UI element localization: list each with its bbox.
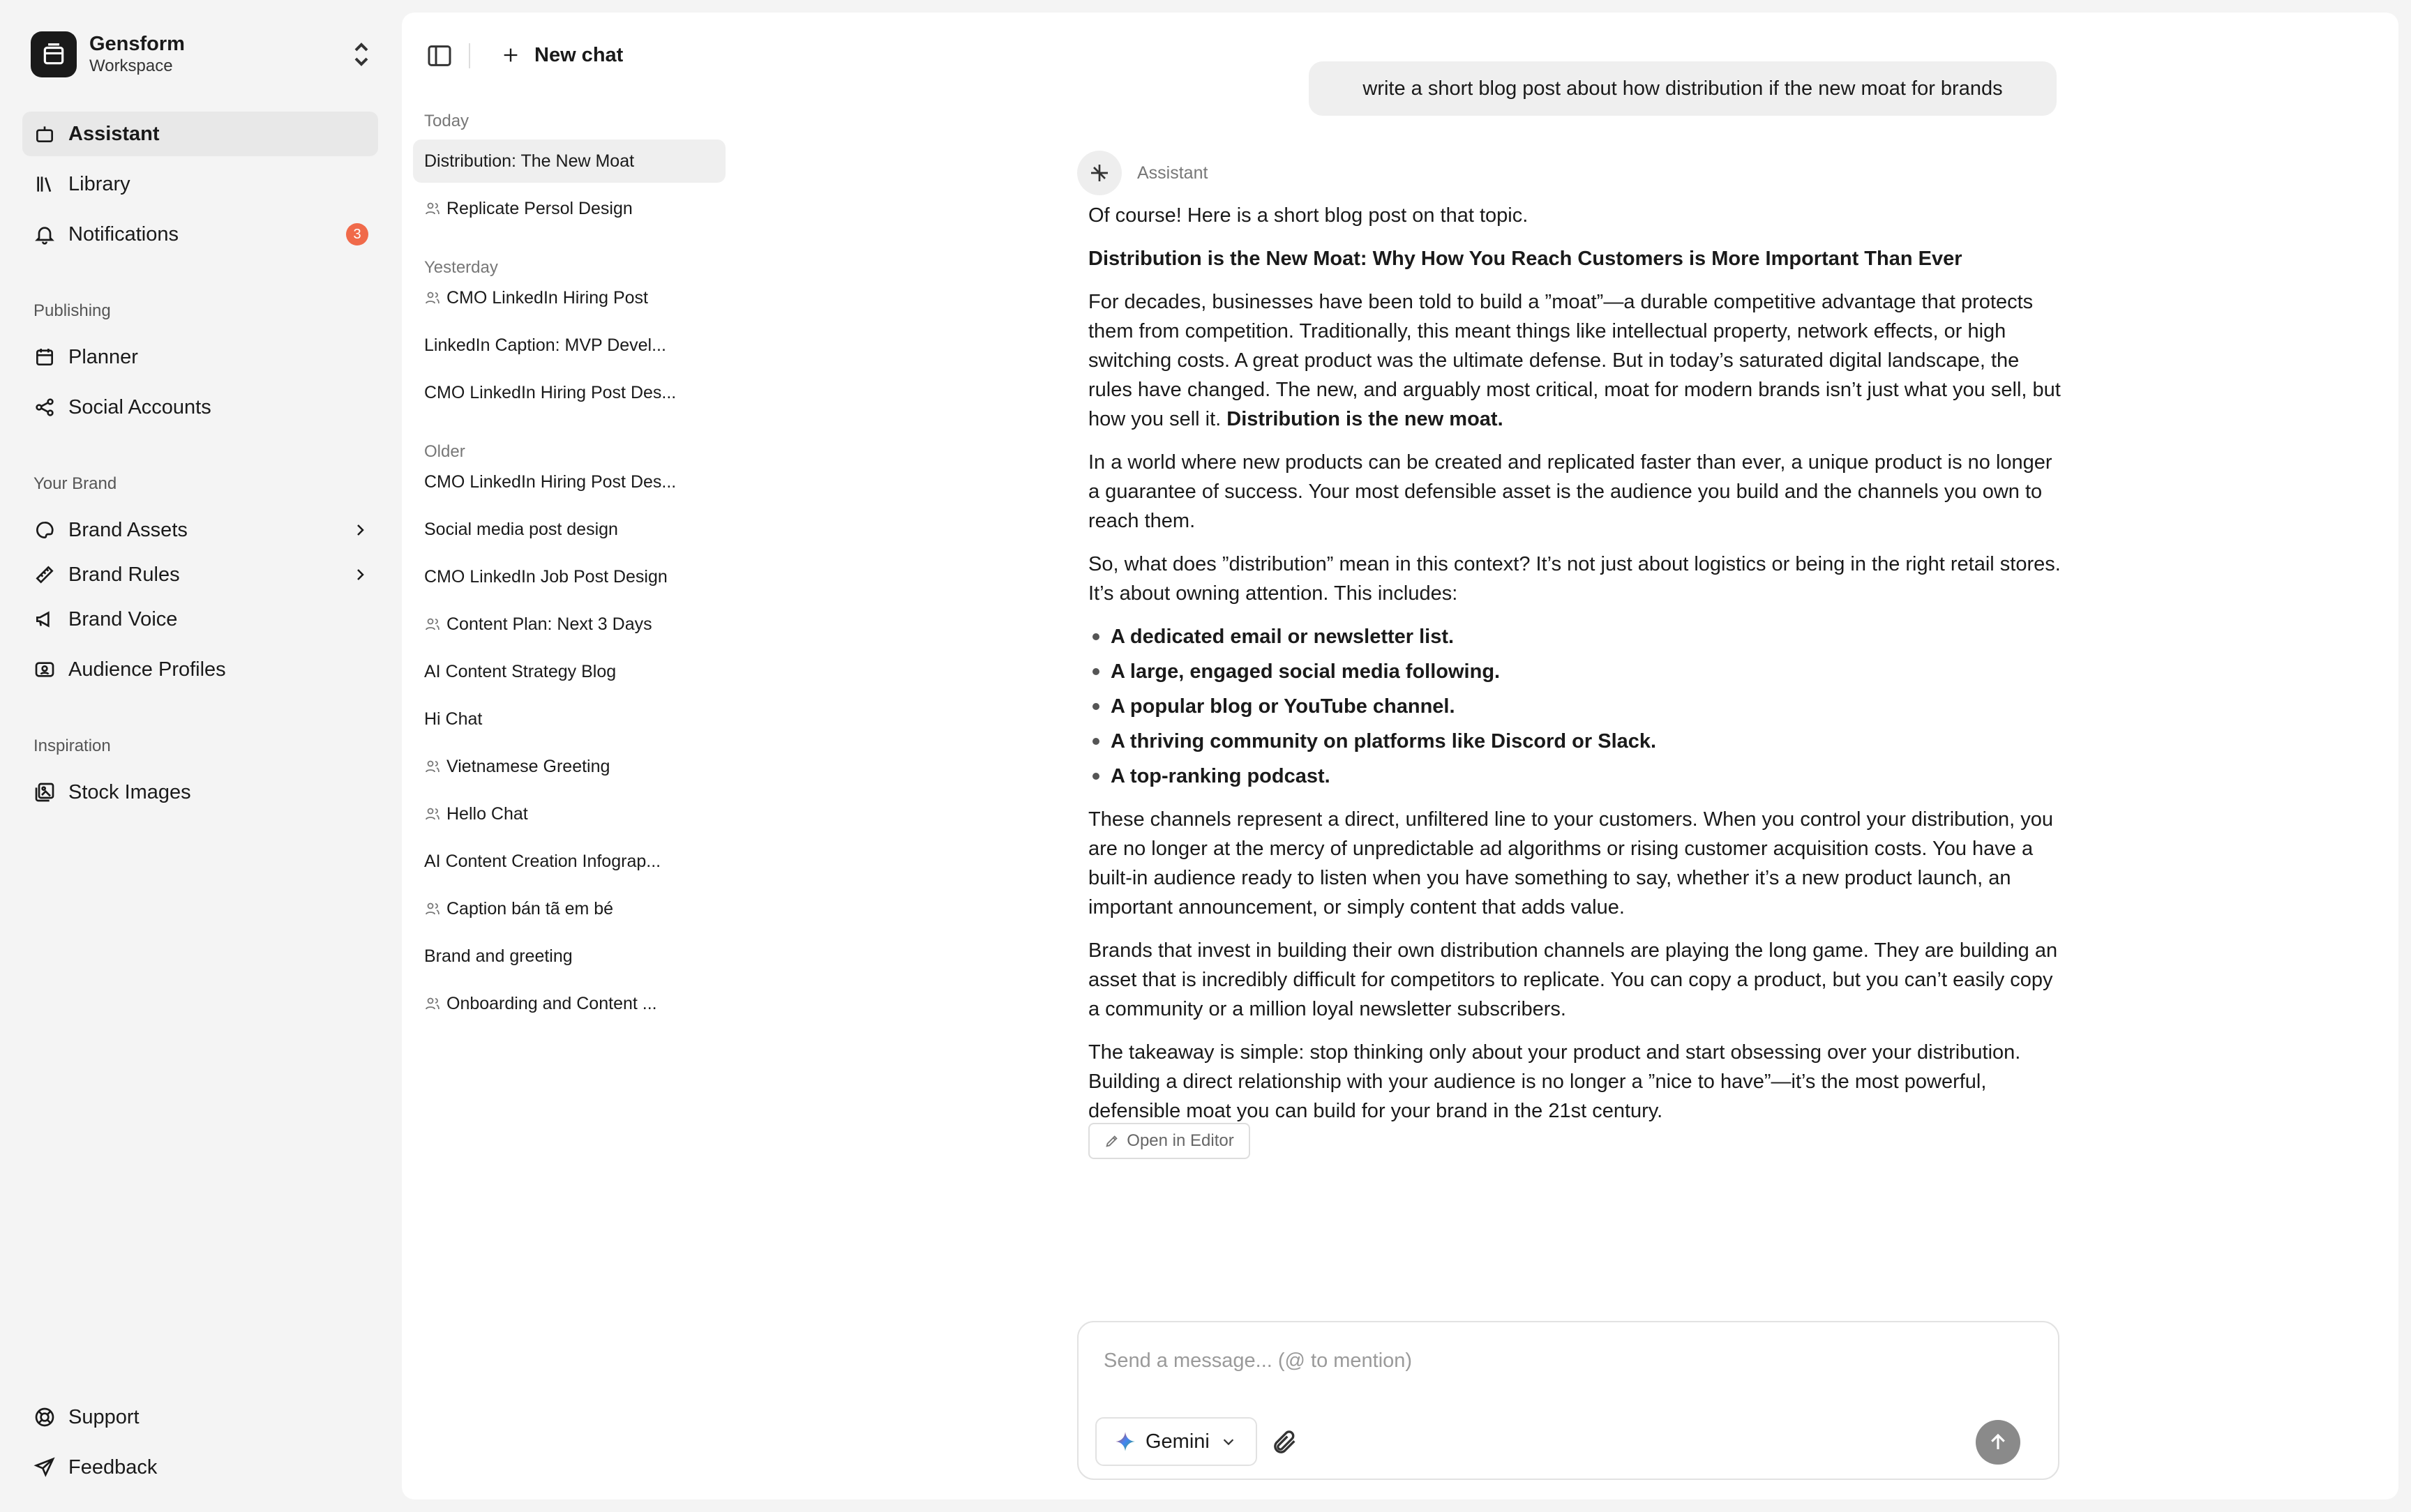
palette-icon	[33, 519, 56, 541]
chevron-right-icon	[352, 522, 368, 538]
open-in-editor-button[interactable]	[1088, 1123, 1250, 1159]
history-item[interactable]: CMO LinkedIn Hiring Post Des...	[424, 382, 677, 402]
message-paragraph: In a world where new products can be created and replicated faster than ever, a unique product is no longer a guarantee of success. Your most defensible asset is the audience you build and the channels you own to reach them.	[1088, 451, 2052, 532]
sidebar-item-label: Library	[68, 172, 130, 195]
id-card-icon	[33, 658, 56, 681]
list-item: A thriving community on platforms like Discord or Slack.	[1088, 727, 2065, 756]
ruler-icon	[33, 564, 56, 586]
history-group-older: Older	[424, 442, 465, 461]
history-item[interactable]: CMO LinkedIn Hiring Post Des...	[424, 471, 677, 492]
sidebar-item-label: Brand Assets	[68, 518, 188, 541]
new-chat-button[interactable]	[501, 38, 623, 73]
main-panel	[402, 13, 2398, 1499]
images-icon	[33, 781, 56, 803]
open-in-editor-label: Open in Editor	[1127, 1131, 1234, 1150]
sparkle-icon	[1088, 162, 1111, 184]
workspace-switcher[interactable]	[31, 28, 377, 81]
history-item[interactable]: Brand and greeting	[424, 946, 573, 966]
left-sidebar	[0, 0, 402, 1512]
blog-title: Distribution is the New Moat: Why How You Reach Customers is More Important Than Ever	[1088, 248, 1962, 270]
sidebar-item-brand-assets[interactable]	[22, 508, 378, 552]
sidebar-item-label: Stock Images	[68, 780, 191, 803]
workspace-subtitle: Workspace	[89, 56, 173, 75]
shared-user-icon	[424, 900, 441, 917]
history-item[interactable]: AI Content Strategy Blog	[424, 661, 617, 681]
bell-icon	[33, 223, 56, 245]
notifications-count-badge: 3	[346, 223, 368, 245]
sidebar-item-social-accounts[interactable]	[22, 385, 378, 430]
sidebar-item-label: Audience Profiles	[68, 658, 226, 681]
history-item[interactable]: CMO LinkedIn Hiring Post	[413, 276, 726, 319]
chevron-right-icon	[352, 566, 368, 583]
gemini-icon	[1115, 1431, 1136, 1452]
list-item: A popular blog or YouTube channel.	[1088, 692, 2065, 721]
history-item[interactable]: Hello Chat	[413, 792, 726, 836]
sidebar-item-label: Brand Rules	[68, 563, 180, 586]
sidebar-item-support[interactable]	[22, 1395, 378, 1439]
assistant-header	[1077, 151, 1208, 195]
model-name: Gemini	[1146, 1430, 1210, 1453]
sidebar-item-notifications[interactable]	[22, 212, 378, 257]
sidebar-item-planner[interactable]	[22, 335, 378, 379]
section-label-publishing: Publishing	[33, 301, 111, 320]
sidebar-item-label: Social Accounts	[68, 395, 211, 418]
model-selector[interactable]	[1095, 1417, 1257, 1466]
toolbar-divider	[469, 43, 470, 68]
user-message-bubble: write a short blog post about how distribution if the new moat for brands	[1309, 61, 2057, 116]
lifebuoy-icon	[33, 1406, 56, 1428]
list-item: A dedicated email or newsletter list.	[1088, 622, 2065, 651]
sidebar-item-label: Brand Voice	[68, 607, 178, 630]
sidebar-item-label: Feedback	[68, 1456, 158, 1479]
message-paragraph: For decades, businesses have been told to build a ”moat”—a durable competitive advantage that protects them from competition. Traditionally, this meant things like intellectual property, network effects, or high switching costs. A great product was the ultimate defense. But in today’s saturated digital landscape, the rules have changed. The new, and arguably most critical, moat for modern brands isn’t just what you sell, but how you sell it. Distribution is the new moat.	[1088, 291, 2061, 430]
new-chat-label: New chat	[534, 43, 624, 66]
assistant-message	[1088, 201, 2065, 1140]
list-item: A large, engaged social media following.	[1088, 657, 2065, 686]
section-label-your-brand: Your Brand	[33, 474, 117, 493]
message-paragraph: The takeaway is simple: stop thinking only about your product and start obsessing over your distribution. Building a direct relationship with your audience is no longer a ”nice to have”—it’s the most powerful, defensible moat you can build for your brand in the 21st century.	[1088, 1041, 2021, 1122]
history-item[interactable]: Social media post design	[424, 519, 618, 539]
shared-user-icon	[424, 200, 441, 217]
message-intro: Of course! Here is a short blog post on that topic.	[1088, 204, 1529, 227]
history-item[interactable]: AI Content Creation Infograp...	[424, 851, 661, 871]
message-paragraph: Brands that invest in building their own distribution channels are playing the long game. They are building an asset that is incredibly difficult for competitors to replicate. You can copy a product, but you can’t easily copy a community or a million loyal newsletter subscribers.	[1088, 939, 2058, 1020]
history-item[interactable]: Distribution: The New Moat	[413, 139, 726, 183]
assistant-label: Assistant	[1137, 162, 1208, 183]
sidebar-item-label: Support	[68, 1405, 140, 1428]
sidebar-item-feedback[interactable]	[22, 1445, 378, 1490]
share-icon	[33, 396, 56, 418]
history-item[interactable]: Content Plan: Next 3 Days	[413, 603, 726, 646]
sidebar-item-brand-voice[interactable]	[22, 597, 378, 642]
bullet-list	[1088, 622, 2065, 791]
sidebar-item-audience-profiles[interactable]	[22, 647, 378, 692]
message-input[interactable]	[1104, 1343, 2031, 1378]
library-icon	[33, 173, 56, 195]
sidebar-item-stock-images[interactable]	[22, 770, 378, 815]
toggle-sidebar-icon[interactable]	[426, 42, 453, 70]
history-item[interactable]: Onboarding and Content ...	[413, 982, 726, 1025]
paperclip-icon[interactable]	[1271, 1428, 1299, 1456]
bold-phrase: Distribution is the new moat.	[1226, 408, 1503, 430]
calendar-icon	[33, 346, 56, 368]
history-item[interactable]: Vietnamese Greeting	[413, 745, 726, 788]
sidebar-item-label: Notifications	[68, 222, 179, 245]
history-item[interactable]: CMO LinkedIn Job Post Design	[424, 566, 668, 587]
sidebar-item-label: Assistant	[68, 122, 160, 145]
shared-user-icon	[424, 806, 441, 822]
arrow-up-icon	[1988, 1432, 2008, 1453]
chevron-down-icon	[1221, 1434, 1236, 1449]
list-item: A top-ranking podcast.	[1088, 762, 2065, 791]
send-button[interactable]	[1976, 1420, 2020, 1465]
workspace-logo-icon	[31, 31, 77, 77]
megaphone-icon	[33, 608, 56, 630]
sidebar-item-assistant[interactable]	[22, 112, 378, 156]
history-item[interactable]: Caption bán tã em bé	[413, 887, 726, 930]
bot-icon	[33, 123, 56, 145]
send-paper-plane-icon	[33, 1456, 56, 1479]
shared-user-icon	[424, 289, 441, 306]
shared-user-icon	[424, 758, 441, 775]
history-group-today: Today	[424, 112, 470, 130]
shared-user-icon	[424, 995, 441, 1012]
shared-user-icon	[424, 616, 441, 633]
message-paragraph: So, what does ”distribution” mean in this context? It’s not just about logistics or being in the right retail stores. It’s about owning attention. This includes:	[1088, 553, 2061, 605]
assistant-avatar	[1077, 151, 1122, 195]
history-group-yesterday: Yesterday	[424, 258, 498, 277]
chevron-up-down-icon	[352, 40, 371, 68]
section-label-inspiration: Inspiration	[33, 736, 111, 755]
sidebar-item-label: Planner	[68, 345, 138, 368]
history-item[interactable]: Hi Chat	[424, 709, 483, 729]
history-item[interactable]: LinkedIn Caption: MVP Devel...	[424, 335, 666, 355]
sidebar-item-brand-rules[interactable]	[22, 552, 378, 597]
history-item[interactable]: Replicate Persol Design	[413, 187, 726, 230]
plus-icon	[501, 45, 520, 65]
sidebar-item-library[interactable]	[22, 162, 378, 206]
workspace-name: Gensform	[89, 33, 185, 55]
pencil-icon	[1104, 1133, 1120, 1149]
message-composer	[1077, 1321, 2059, 1480]
message-paragraph: These channels represent a direct, unfiltered line to your customers. When you control your distribution, you are no longer at the mercy of unpredictable ad algorithms or rising customer acquisition costs. You have a built-in audience ready to listen when you have something to say, whether it’s a new product launch, an important announcement, or simply content that adds value.	[1088, 808, 2054, 918]
